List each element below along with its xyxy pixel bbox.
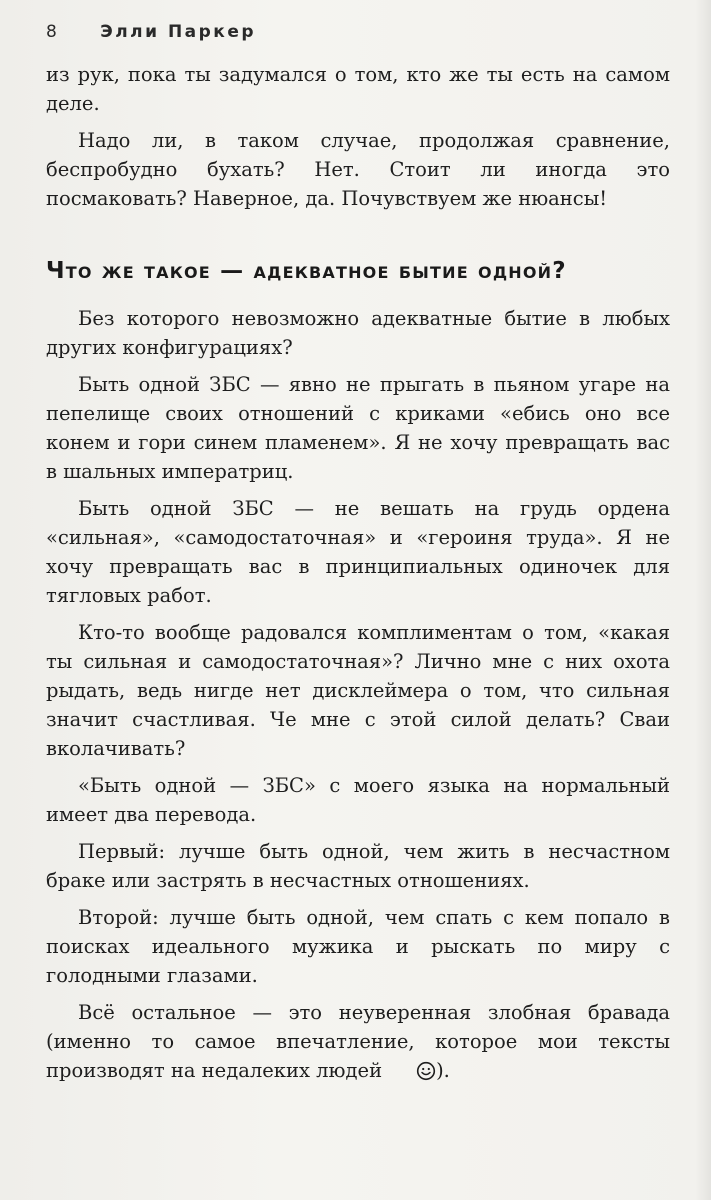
paragraph-zbs-1: Быть одной ЗБС — явно не прыгать в пьяном угаре на пепелище своих отношений с криками «ебись оно все конем и гори синем пламенем». Я не хочу превращать вас в шальных императриц. [46, 373, 670, 483]
page-edge-shadow [695, 0, 711, 1200]
paragraph-compare: Надо ли, в таком случае, продолжая сравнение, беспробудно бухать? Нет. Стоит ли иногда это посмаковать? Наверное, да. Почувствуем же нюансы! [46, 129, 670, 210]
page-body [46, 60, 670, 1089]
section-heading: Что же такое — адекватное бытие одной? [46, 258, 567, 284]
paragraph-second: Второй: лучше быть одной, чем спать с кем попало в поисках идеального мужика и рыскать по миру с голодными глазами. [46, 906, 670, 987]
paragraph-compliments: Кто-то вообще радовался комплиментам о том, «какая ты сильная и самодостаточная»? Лично мне с них охота рыдать, ведь нигде нет дисклеймера о том, что сильная значит счастливая. Че мне с этой силой делать? Сваи вколачивать? [46, 621, 670, 760]
paragraph-zbs-2: Быть одной ЗБС — не вешать на грудь ордена «сильная», «самодостаточная» и «героиня труда». Я не хочу превращать вас в принципиальных одиночек для тягловых работ. [46, 497, 670, 607]
paragraph-translation: «Быть одной — ЗБС» с моего языка на нормальный имеет два перевода. [46, 774, 670, 826]
page-number: 8 [46, 22, 59, 42]
paragraph-rest [46, 998, 670, 1089]
smiley-icon [384, 1060, 436, 1089]
author-name: Элли Паркер [100, 22, 257, 42]
paragraph-rest-end: ). [436, 1059, 450, 1082]
paragraph-first: Первый: лучше быть одной, чем жить в несчастном браке или застрять в несчастных отношениях. [46, 840, 670, 892]
paragraph-without: Без которого невозможно адекватные бытие в любых других конфигурациях? [46, 307, 670, 359]
paragraph-continued: из рук, пока ты задумался о том, кто же ты есть на самом деле. [46, 63, 670, 115]
paragraph-rest-text: Всё остальное — это неуверенная злобная бравада (именно то самое впечатление, которое мои тексты производят на недалеких людей [46, 1001, 670, 1082]
running-header [46, 22, 256, 42]
